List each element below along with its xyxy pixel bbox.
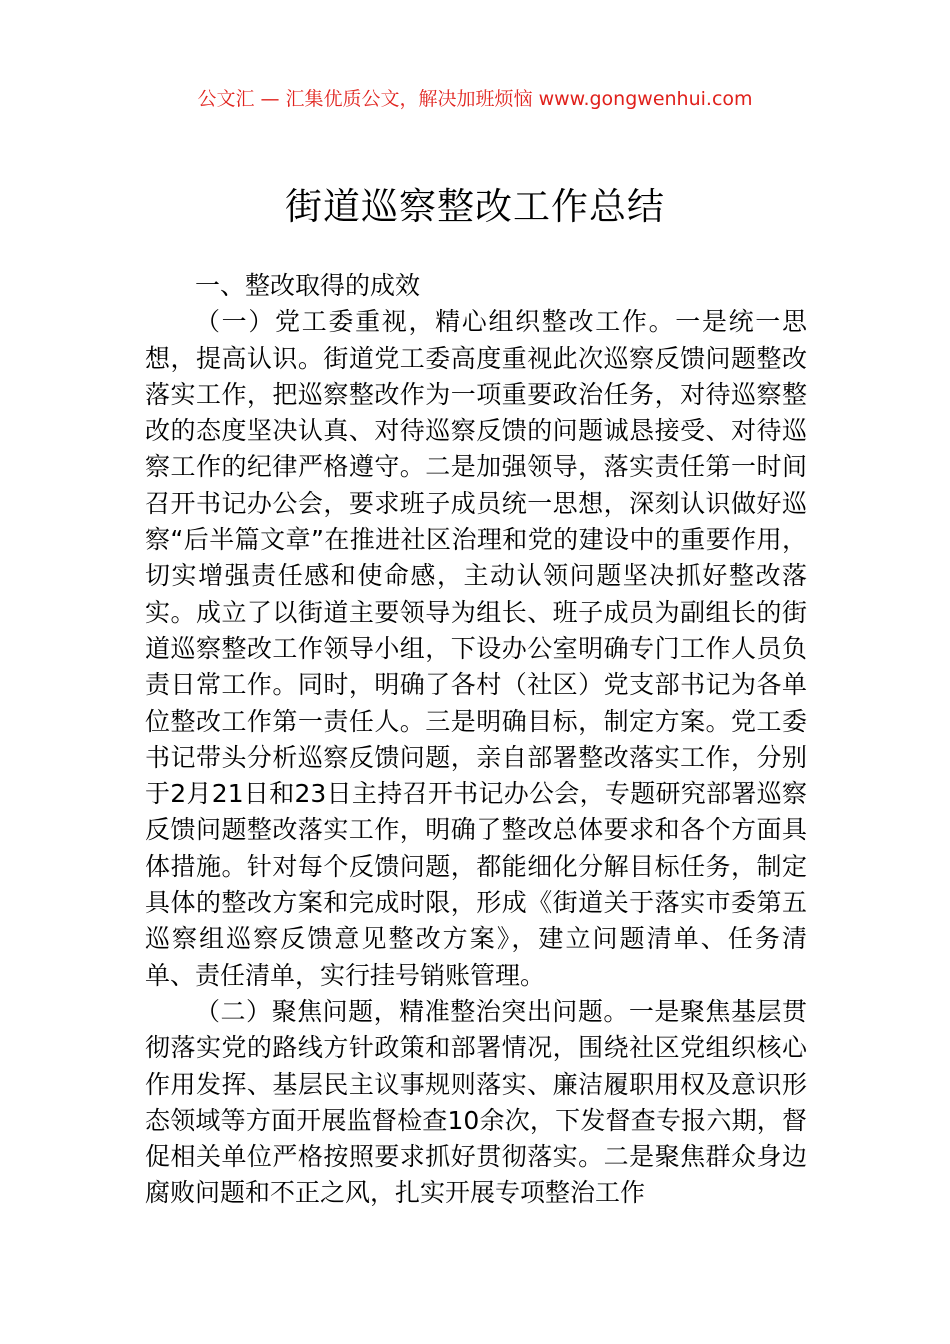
- paragraph-2: （二）聚焦问题，精准整治突出问题。一是聚焦基层贯彻落实党的路线方针政策和部署情况，围绕社区党组织核心作用发挥、基层民主议事规则落实、廉洁履职用权及意识形态领域等方面开展监督检查10余次，下发督查专报六期，督促相关单位严格按照要求抓好贯彻落实。二是聚焦群众身边腐败问题和不正之风，扎实开展专项整治工作: [145, 996, 807, 1208]
- header-banner: 公文汇 — 汇集优质公文，解决加班烦恼 www.gongwenhui.com: [197, 88, 753, 110]
- paragraph-1: （一）党工委重视，精心组织整改工作。一是统一思想，提高认识。街道党工委高度重视此次巡察反馈问题整改落实工作，把巡察整改作为一项重要政治任务，对待巡察整改的态度坚决认真、对待巡察反馈的问题诚恳接受、对待巡察工作的纪律严格遵守。二是加强领导，落实责任第一时间召开书记办公会，要求班子成员统一思想，深刻认识做好巡察“后半篇文章”在推进社区治理和党的建设中的重要作用，切实增强责任感和使命感，主动认领问题坚决抓好整改落实。成立了以街道主要领导为组长、班子成员为副组长的街道巡察整改工作领导小组，下设办公室明确专门工作人员负责日常工作。同时，明确了各村（社区）党支部书记为各单位整改工作第一责任人。三是明确目标，制定方案。党工委书记带头分析巡察反馈问题，亲自部署整改落实工作，分别于2月21日和23日主持召开书记办公会，专题研究部署巡察反馈问题整改落实工作，明确了整改总体要求和各个方面具体措施。针对每个反馈问题，都能细化分解目标任务，制定具体的整改方案和完成时限，形成《街道关于落实市委第五巡察组巡察反馈意见整改方案》，建立问题清单、任务清单、责任清单，实行挂号销账管理。: [145, 307, 807, 990]
- section-heading: 一、整改取得的成效: [195, 271, 421, 300]
- document-title: 街道巡察整改工作总结: [285, 185, 665, 228]
- document-body: [145, 268, 807, 1212]
